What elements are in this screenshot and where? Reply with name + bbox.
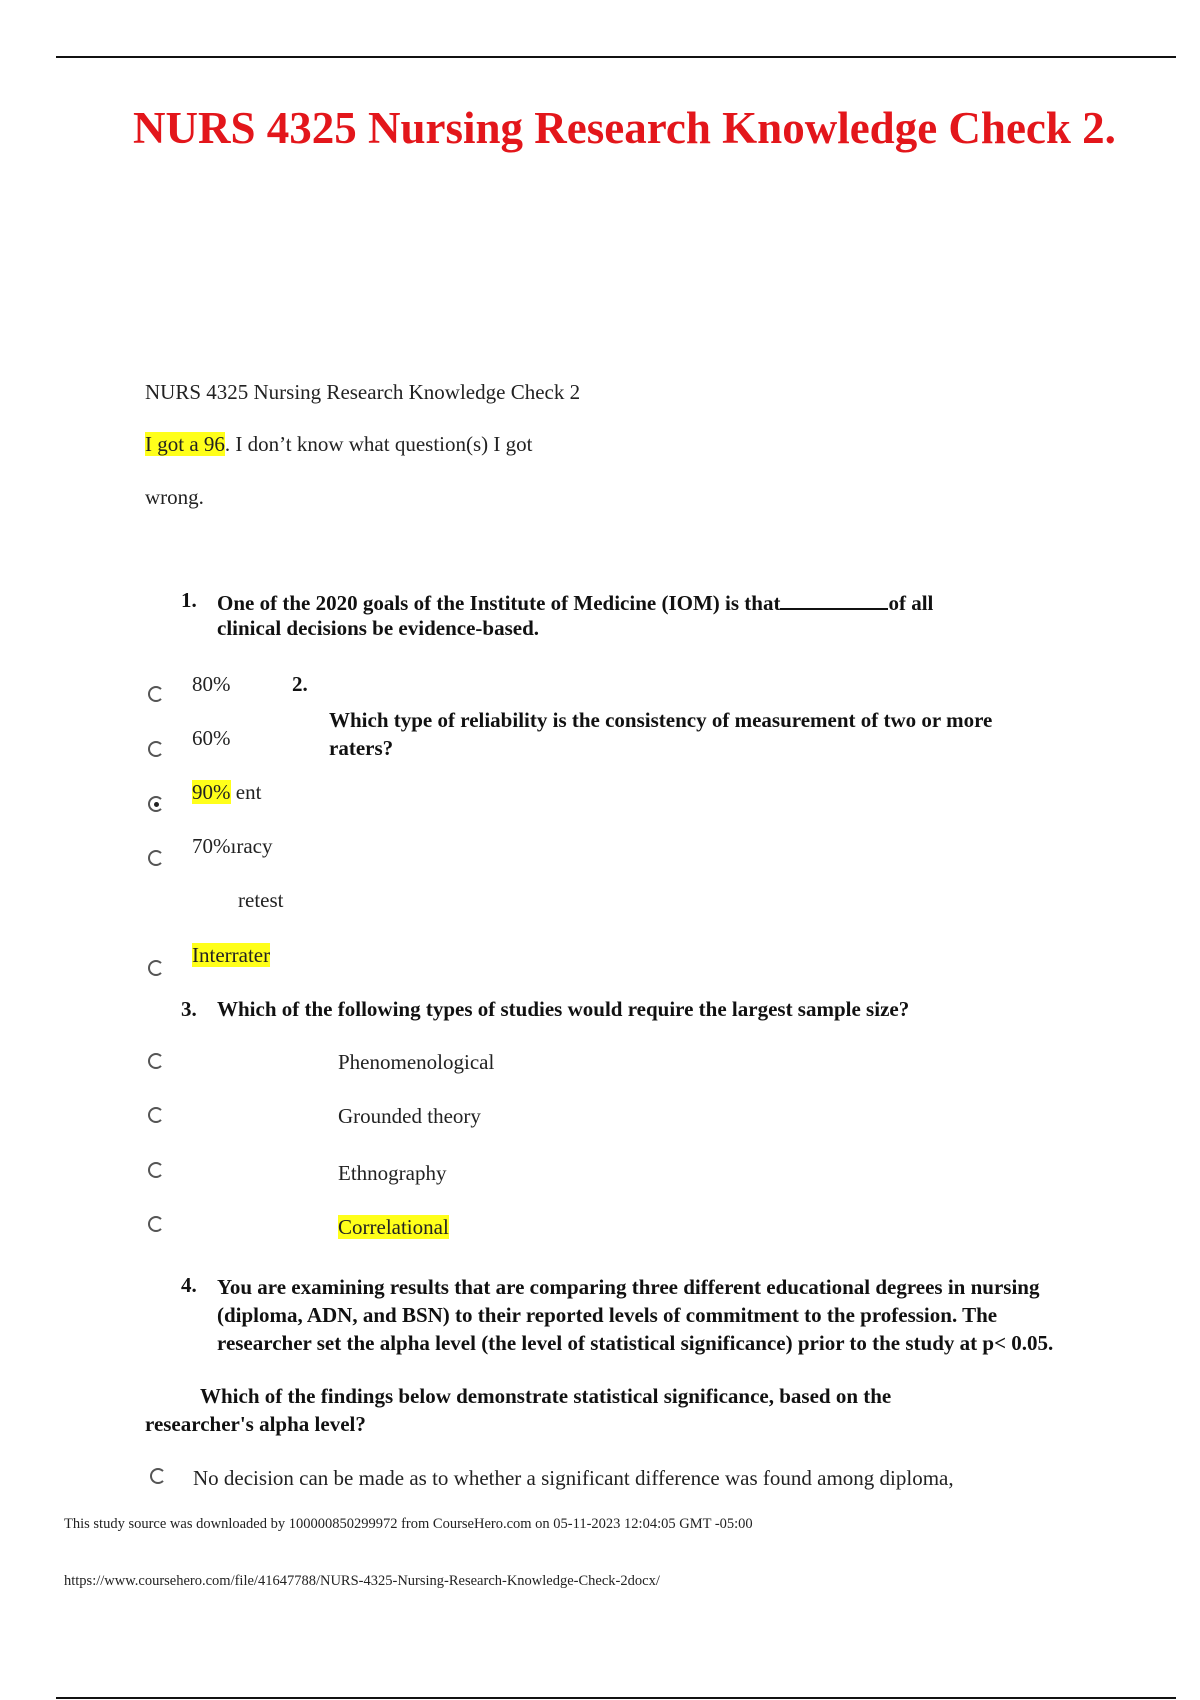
q2-fragment-racy: ıracy bbox=[230, 834, 273, 858]
q4-option-1-radio[interactable] bbox=[150, 1468, 166, 1484]
q4-option-1-label: No decision can be made as to whether a significant difference was found among diploma, bbox=[193, 1466, 954, 1490]
bottom-rule bbox=[56, 1697, 1176, 1699]
question-1-number: 1. bbox=[181, 588, 197, 612]
q1-option-1-radio[interactable] bbox=[148, 686, 164, 702]
q3-option-2-label: Grounded theory bbox=[338, 1104, 481, 1128]
q3-option-4-row bbox=[338, 1215, 449, 1240]
q2-fragment-retest: retest bbox=[238, 888, 284, 912]
intro-line-2: wrong. bbox=[145, 485, 204, 509]
intro-line bbox=[145, 432, 532, 457]
question-1-text bbox=[217, 588, 933, 616]
q3-option-2-radio[interactable] bbox=[148, 1107, 164, 1123]
q3-option-1-radio[interactable] bbox=[148, 1053, 164, 1069]
q2-fragment-ent: ent bbox=[235, 780, 262, 804]
q1-option-4-row bbox=[192, 834, 272, 859]
question-1-text-b: of all bbox=[888, 591, 934, 615]
q3-option-3-radio[interactable] bbox=[148, 1162, 164, 1178]
question-1-text-line2: clinical decisions be evidence-based. bbox=[217, 616, 539, 640]
question-4-text: You are examining results that are comparing three different educational degrees in nursing (diploma, ADN, and BSN) to their reported levels of commitment to the profession. The researcher set the alpha level (the level of statistical significance) prior to the study at p< 0.05. bbox=[217, 1275, 1054, 1355]
q1-option-3-label: 90% bbox=[192, 780, 231, 804]
q1-option-2-label: 60% bbox=[192, 726, 231, 750]
q1-option-3-radio[interactable] bbox=[148, 796, 164, 812]
document-title: NURS 4325 Nursing Research Knowledge Check 2. bbox=[133, 103, 1116, 153]
question-4-prompt-b: researcher's alpha level? bbox=[145, 1412, 366, 1436]
question-2-number: 2. bbox=[292, 672, 308, 696]
q2-answer-label: Interrater bbox=[192, 943, 271, 967]
top-rule bbox=[56, 56, 1176, 58]
source-url[interactable]: https://www.coursehero.com/file/41647788/NURS-4325-Nursing-Research-Knowledge-Check-2docx/ bbox=[64, 1573, 660, 1589]
question-3-text: Which of the following types of studies would require the largest sample size? bbox=[217, 997, 910, 1021]
question-2-text: Which type of reliability is the consistency of measurement of two or more raters? bbox=[329, 708, 993, 760]
question-3-number: 3. bbox=[181, 997, 197, 1021]
q2-answer-row bbox=[192, 943, 270, 968]
intro-rest: . I don’t know what question(s) I got bbox=[224, 432, 533, 456]
answer-blank bbox=[780, 588, 888, 610]
q1-option-4-radio[interactable] bbox=[148, 850, 164, 866]
q2-answer-radio[interactable] bbox=[148, 960, 164, 976]
question-1-text-a: One of the 2020 goals of the Institute of Medicine (IOM) is that bbox=[217, 591, 781, 615]
q3-option-4-radio[interactable] bbox=[148, 1216, 164, 1232]
score-highlight: I got a 96 bbox=[145, 432, 225, 456]
q3-option-4-label: Correlational bbox=[338, 1215, 449, 1239]
q3-option-3-label: Ethnography bbox=[338, 1161, 447, 1185]
question-4-prompt-a: Which of the findings below demonstrate statistical significance, based on the bbox=[200, 1384, 892, 1408]
q1-option-2-radio[interactable] bbox=[148, 741, 164, 757]
question-4-number: 4. bbox=[181, 1273, 197, 1297]
q1-option-1-label: 80% bbox=[192, 672, 231, 696]
document-subtitle: NURS 4325 Nursing Research Knowledge Check 2 bbox=[145, 380, 581, 404]
download-note: This study source was downloaded by 100000850299972 from CourseHero.com on 05-11-2023 12:04:05 GMT -05:00 bbox=[64, 1516, 753, 1532]
q1-option-4-label: 70% bbox=[192, 834, 231, 858]
q1-option-3-row bbox=[192, 780, 261, 805]
q3-option-1-label: Phenomenological bbox=[338, 1050, 495, 1074]
